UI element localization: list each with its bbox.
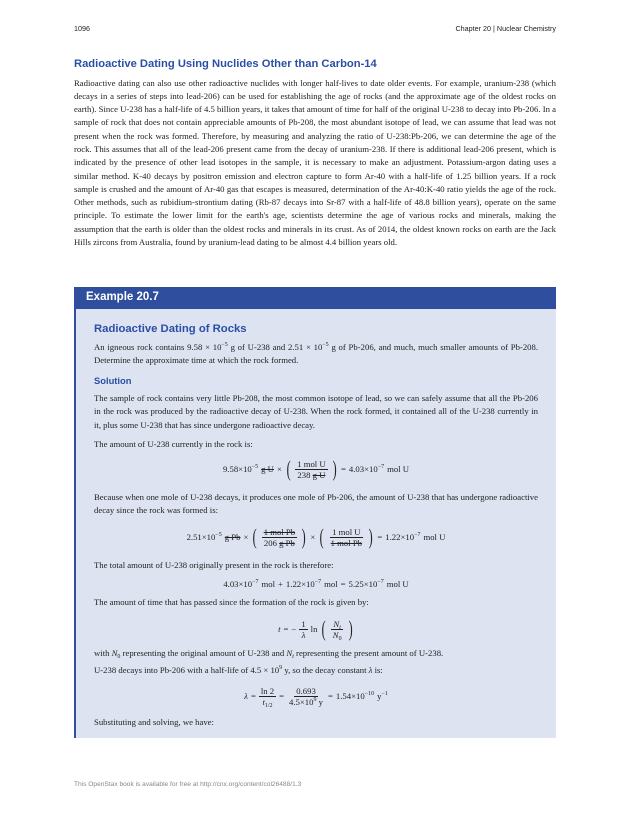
solution-label: Solution: [94, 375, 132, 386]
solution-text-8: Substituting and solving, we have:: [94, 717, 214, 727]
solution-text-7: U-238 decays into Pb-206 with a half-life of $4.5 \times 10^9$ y, so the decay constant λ is:: [94, 665, 383, 675]
solution-text-2: The amount of U-238 currently in the rock is:: [94, 439, 253, 449]
solution-text-5: The amount of time that has passed since the formation of the rock is given by:: [94, 597, 369, 607]
example-banner: [74, 287, 556, 309]
equation-time: t = − $\frac{1}{\lambda}$ ln ( $\frac{N_t}{N_0}$ ): [278, 616, 353, 642]
footer-note: This OpenStax book is available for free at http://cnx.org/content/col26488/1.3: [74, 781, 302, 788]
solution-text-6: with $N_0$ representing the original amount of U-238 and $N_t$ representing the present amount of U-238.: [94, 648, 444, 660]
equation-total-u238: $4.03\times 10^{-7}$ mol + $1.22\times 10^{-7}$ mol = $5.25\times 10^{-7}$ mol U: [223, 579, 409, 589]
solution-text-4: The total amount of U-238 originally present in the rock is therefore:: [94, 560, 334, 570]
page-number: 1096: [74, 24, 90, 33]
example-label: Example 20.7: [86, 291, 159, 303]
solution-text-3: Because when one mole of U-238 decays, it produces one mole of Pb-206, the amount of U-238 that has undergone radioactive decay since the rock was formed is:: [94, 492, 538, 516]
solution-text-1: The sample of rock contains very little Pb-208, the most common isotope of lead, so we can safely assume that all the Pb-206 in the rock was produced by the radioactive decay of U-238. When the rock formed, it contained all of the U-238 currently in it, plus some U-238 that has since undergone radioactive decay.: [94, 393, 538, 430]
section-title: Radioactive Dating Using Nuclides Other than Carbon-14: [74, 58, 377, 70]
equation-u238-moles: $9.58\times 10^{-5}$ g U × ( $\frac{\text{1 mol U}}{\text{238 g U}}$ ) = $4.03\times 10^{-7}$ mol U: [222, 456, 410, 481]
equation-decay-constant: λ = $\frac{\ln 2}{t_{1/2}}$ = $\frac{0.693}{4.5\times 10^9 y}$ = $1.54\times 10^{-10}$ $y^{-1}$: [244, 685, 388, 709]
example-title: Radioactive Dating of Rocks: [94, 323, 247, 335]
section-paragraph: Radioactive dating can also use other radioactive nuclides with longer half-lives to date older events. For example, uranium-238 (which decays in a series of steps into lead-206) can be used for establishing the age of rocks (and the approximate age of the oldest rocks on earth). Since U-238 has a half-life of 4.5 billion years, it takes that amount of time for half of the original U-238 to decay into Pb-206. In a sample of rock that does not contain appreciable amounts of Pb-208, the most abundant isotope of lead, we can assume that lead was not present when the rock was formed. Therefore, by measuring and analyzing the ratio of U-238:Pb-206, we can determine the age of the rock. This assumes that all of the lead-206 present came from the decay of uranium-238. If there is additional lead-206 present, which is indicated by the presence of other lead isotopes in the sample, it is necessary to make an adjustment. Potassium-argon dating uses a similar method. K-40 decays by positron emission and electron capture to form Ar-40 with a half-life of 1.25 billion years. If a rock sample is crushed and the amount of Ar-40 gas that escapes is measured, determination of the Ar-40:K-40 ratio yields the age of the rock. Other methods, such as rubidium-strontium dating (Rb-87 decays into Sr-87 with a half-life of 48.8 billion years), operate on the same principle. To estimate the lower limit for the earth's age, scientists determine the age of various rocks and minerals, making the assumption that the earth is older than the oldest rocks and minerals in its crust. As of 2014, the oldest known rocks on earth are the Jack Hills zircons from Australia, found by uranium-lead dating to be almost 4.4 billion years old.: [74, 77, 556, 248]
example-problem: An igneous rock contains $9.58 \times 10^{-5}$ g of U-238 and $2.51 \times 10^{-5}$ g of Pb-206, and much, much smaller amounts of Pb-208. Determine the approximate time at which the rock formed.: [94, 342, 539, 366]
chapter-header: Chapter 20 | Nuclear Chemistry: [455, 24, 556, 33]
equation-pb206-moles: $2.51\times 10^{-5}$ g Pb × ( $\frac{\text{1 mol Pb}}{\text{206 g Pb}}$ ) × ( $\frac{\text{1 mol U}}{\text{1 mol Pb}}$ ) = $1.22\times 10^{-7}$ mol U: [186, 524, 446, 549]
